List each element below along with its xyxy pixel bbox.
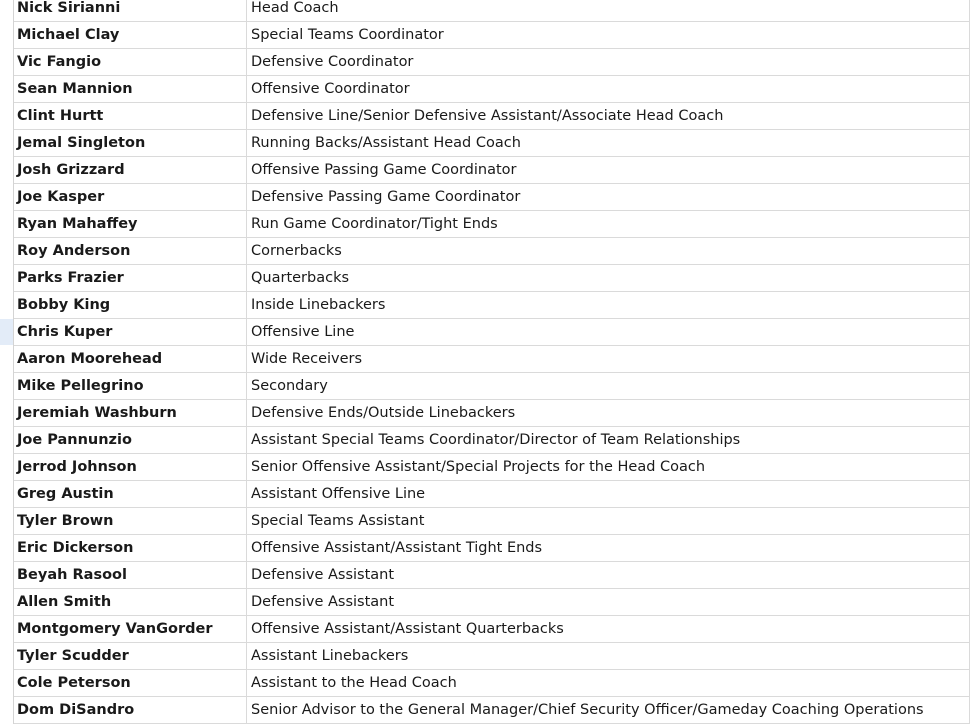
name-cell[interactable]: Clint Hurtt — [14, 103, 247, 129]
name-cell[interactable]: Beyah Rasool — [14, 562, 247, 588]
title-cell[interactable]: Assistant Offensive Line — [247, 481, 970, 507]
name-cell[interactable]: Dom DiSandro — [14, 697, 247, 723]
name-cell[interactable]: Tyler Scudder — [14, 643, 247, 669]
title-cell[interactable]: Defensive Coordinator — [247, 49, 970, 75]
name-cell[interactable]: Josh Grizzard — [14, 157, 247, 183]
name-cell[interactable]: Roy Anderson — [14, 238, 247, 264]
title-cell[interactable]: Assistant Special Teams Coordinator/Director of Team Relationships — [247, 427, 970, 453]
title-cell[interactable]: Defensive Line/Senior Defensive Assistant/Associate Head Coach — [247, 103, 970, 129]
title-cell[interactable]: Assistant Linebackers — [247, 643, 970, 669]
title-cell[interactable]: Offensive Passing Game Coordinator — [247, 157, 970, 183]
title-cell[interactable]: Run Game Coordinator/Tight Ends — [247, 211, 970, 237]
table-row — [14, 670, 970, 697]
title-cell[interactable]: Offensive Line — [247, 319, 970, 345]
name-cell[interactable]: Tyler Brown — [14, 508, 247, 534]
table-row — [14, 454, 970, 481]
table-row — [14, 265, 970, 292]
table-row — [14, 103, 970, 130]
table-row — [14, 184, 970, 211]
name-cell[interactable]: Parks Frazier — [14, 265, 247, 291]
title-cell[interactable]: Offensive Assistant/Assistant Quarterbacks — [247, 616, 970, 642]
row-header-gutter[interactable] — [0, 0, 14, 724]
name-cell[interactable]: Bobby King — [14, 292, 247, 318]
table-row — [14, 346, 970, 373]
table-row — [14, 211, 970, 238]
title-cell[interactable]: Special Teams Coordinator — [247, 22, 970, 48]
table-row — [14, 49, 970, 76]
name-cell[interactable]: Jerrod Johnson — [14, 454, 247, 480]
name-cell[interactable]: Joe Kasper — [14, 184, 247, 210]
title-cell[interactable]: Defensive Passing Game Coordinator — [247, 184, 970, 210]
title-cell[interactable]: Defensive Ends/Outside Linebackers — [247, 400, 970, 426]
table-row — [14, 0, 970, 22]
title-cell[interactable]: Quarterbacks — [247, 265, 970, 291]
title-cell[interactable]: Senior Offensive Assistant/Special Projects for the Head Coach — [247, 454, 970, 480]
name-cell[interactable]: Jeremiah Washburn — [14, 400, 247, 426]
name-cell[interactable]: Mike Pellegrino — [14, 373, 247, 399]
name-cell[interactable]: Nick Sirianni — [14, 0, 247, 21]
name-cell[interactable]: Joe Pannunzio — [14, 427, 247, 453]
table-row — [14, 508, 970, 535]
table-row — [14, 616, 970, 643]
title-cell[interactable]: Senior Advisor to the General Manager/Chief Security Officer/Gameday Coaching Operations — [247, 697, 970, 723]
staff-table — [14, 0, 970, 724]
title-cell[interactable]: Defensive Assistant — [247, 589, 970, 615]
title-cell[interactable]: Wide Receivers — [247, 346, 970, 372]
table-row — [14, 130, 970, 157]
name-cell[interactable]: Sean Mannion — [14, 76, 247, 102]
name-cell[interactable]: Jemal Singleton — [14, 130, 247, 156]
name-cell[interactable]: Chris Kuper — [14, 319, 247, 345]
title-cell[interactable]: Offensive Assistant/Assistant Tight Ends — [247, 535, 970, 561]
title-cell[interactable]: Cornerbacks — [247, 238, 970, 264]
title-cell[interactable]: Head Coach — [247, 0, 970, 21]
table-row — [14, 535, 970, 562]
name-cell[interactable]: Eric Dickerson — [14, 535, 247, 561]
title-cell[interactable]: Assistant to the Head Coach — [247, 670, 970, 696]
name-cell[interactable]: Allen Smith — [14, 589, 247, 615]
table-row — [14, 373, 970, 400]
table-row — [14, 76, 970, 103]
table-row — [14, 643, 970, 670]
table-row — [14, 319, 970, 346]
title-cell[interactable]: Offensive Coordinator — [247, 76, 970, 102]
table-row — [14, 481, 970, 508]
title-cell[interactable]: Running Backs/Assistant Head Coach — [247, 130, 970, 156]
table-row — [14, 22, 970, 49]
name-cell[interactable]: Vic Fangio — [14, 49, 247, 75]
name-cell[interactable]: Ryan Mahaffey — [14, 211, 247, 237]
table-row — [14, 400, 970, 427]
name-cell[interactable]: Montgomery VanGorder — [14, 616, 247, 642]
name-cell[interactable]: Aaron Moorehead — [14, 346, 247, 372]
selected-row-header[interactable] — [0, 319, 13, 345]
table-row — [14, 697, 970, 724]
name-cell[interactable]: Cole Peterson — [14, 670, 247, 696]
name-cell[interactable]: Greg Austin — [14, 481, 247, 507]
title-cell[interactable]: Defensive Assistant — [247, 562, 970, 588]
table-row — [14, 157, 970, 184]
title-cell[interactable]: Secondary — [247, 373, 970, 399]
table-row — [14, 238, 970, 265]
table-row — [14, 292, 970, 319]
table-row — [14, 589, 970, 616]
table-row — [14, 427, 970, 454]
title-cell[interactable]: Special Teams Assistant — [247, 508, 970, 534]
table-row — [14, 562, 970, 589]
title-cell[interactable]: Inside Linebackers — [247, 292, 970, 318]
name-cell[interactable]: Michael Clay — [14, 22, 247, 48]
